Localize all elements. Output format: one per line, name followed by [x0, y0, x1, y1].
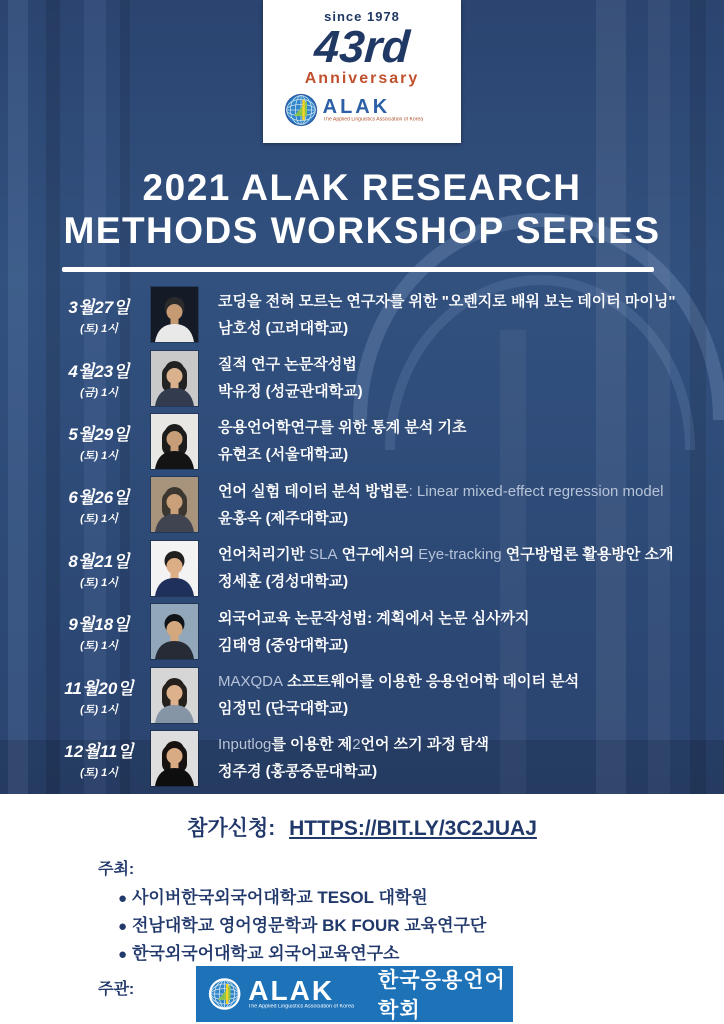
speaker-photo [151, 731, 198, 786]
workshop-row-8 [57, 727, 724, 790]
anniversary-number: 43rd [312, 21, 412, 72]
date-text: 6월26일 [68, 488, 130, 508]
hosts-label: 주최: [98, 861, 135, 878]
talk-title [218, 292, 675, 312]
workshop-date [57, 610, 141, 653]
workshop-date [57, 357, 141, 400]
bullet-icon: ● [118, 918, 128, 935]
anniversary-word: Anniversary [304, 70, 420, 87]
host-item [98, 912, 486, 940]
talk-title-segment: 응용언어학연구를 위한 통계 분석 기초 [218, 419, 467, 437]
talk-title-segment: : Linear mixed-effect regression model [408, 482, 664, 500]
workshop-row-3 [57, 410, 724, 473]
alak-wordmark: ALAK [248, 975, 335, 1006]
host-item-label: 전남대학교 영어영문학과 BK FOUR 교육연구단 [132, 916, 487, 935]
workshop-date [57, 293, 141, 336]
workshop-date [57, 547, 141, 590]
talk-title-segment: SLA [309, 546, 338, 564]
avatar-silhouette [151, 541, 198, 596]
hosts-list [98, 884, 486, 968]
date-text: 4월23일 [68, 361, 130, 381]
speaker-photo [151, 414, 198, 469]
organizer-banner [196, 966, 513, 1022]
host-item-label: 사이버한국외국어대학교 TESOL 대학원 [132, 888, 428, 907]
speaker-name: 윤홍옥 (제주대학교) [218, 509, 349, 527]
poster-title-line2: METHODS WORKSHOP SERIES [63, 210, 661, 251]
talk-title [218, 609, 529, 629]
time-text: (토) 1시 [80, 449, 118, 462]
speaker-photo [151, 287, 198, 342]
talk-title-segment: Inputlog [218, 736, 272, 754]
talk-title-segment: 언어 쓰기 과정 탐색 [360, 736, 489, 754]
date-text: 12월11일 [64, 741, 134, 761]
speaker-name: 임정민 (단국대학교) [218, 700, 349, 718]
talk-title [218, 355, 363, 375]
alak-globe-icon [208, 973, 241, 1015]
alak-tagline: The Applied Linguistics Association of Korea [322, 117, 423, 123]
talk-title-segment: 질적 연구 논문작성법 [218, 356, 357, 374]
avatar-silhouette [151, 414, 198, 469]
bullet-icon: ● [118, 946, 128, 963]
organizer-label: 주관: [98, 981, 135, 998]
speaker-photo [151, 668, 198, 723]
title-divider [62, 267, 654, 272]
signup-label: 참가신청: [187, 817, 276, 840]
signup-link[interactable]: HTTPS://BIT.LY/3C2JUAJ [289, 817, 537, 840]
talk-title-segment: 연구에서의 [337, 546, 419, 564]
talk-title [218, 545, 674, 565]
time-text: (토) 1시 [80, 640, 118, 653]
signup-line [0, 812, 724, 842]
speaker-name: 정주경 (홍콩중문대학교) [218, 763, 378, 781]
speaker-photo [151, 351, 198, 406]
speaker-name: 남호성 (고려대학교) [218, 319, 349, 337]
host-item [98, 884, 486, 912]
date-text: 3월27일 [68, 298, 130, 318]
talk-title-segment: 소프트웨어를 이용한 응용언어학 데이터 분석 [283, 673, 580, 691]
avatar-silhouette [151, 731, 198, 786]
workshop-date [57, 420, 141, 463]
talk-title [218, 482, 663, 502]
time-text: (토) 1시 [80, 766, 118, 779]
speaker-name: 김태영 (중앙대학교) [218, 636, 349, 654]
time-text: (토) 1시 [80, 323, 118, 336]
avatar-silhouette [151, 668, 198, 723]
avatar-silhouette [151, 351, 198, 406]
talk-title [218, 418, 467, 438]
speaker-name: 박유정 (성균관대학교) [218, 383, 363, 401]
speaker-photo [151, 477, 198, 532]
anniversary-card [263, 0, 461, 143]
talk-title-segment: 언어처리기반 [218, 546, 310, 564]
avatar-silhouette [151, 604, 198, 659]
poster-footer [0, 794, 724, 1024]
since-1978-text: since 1978 [324, 9, 400, 24]
speaker-photo [151, 541, 198, 596]
workshop-row-6 [57, 600, 724, 663]
workshop-date [57, 737, 141, 780]
talk-title-segment: 를 이용한 제 [271, 736, 353, 754]
talk-title-segment: 외국어교육 논문작성법: 계획에서 논문 심사까지 [218, 609, 530, 627]
alak-globe-icon [284, 93, 318, 127]
workshop-row-2 [57, 346, 724, 409]
workshop-row-1 [57, 283, 724, 346]
time-text: (금) 1시 [80, 386, 118, 399]
talk-title-segment: MAXQDA [218, 673, 284, 691]
workshop-row-5 [57, 537, 724, 600]
talk-title [218, 735, 489, 755]
speaker-name: 유현조 (서울대학교) [218, 446, 349, 464]
date-text: 5월29일 [68, 424, 130, 444]
talk-title-segment: 2 [352, 736, 361, 754]
workshop-date [57, 483, 141, 526]
talk-title-segment: 언어 실험 데이터 분석 방법론 [218, 482, 409, 500]
avatar-silhouette [151, 287, 198, 342]
workshop-list [57, 283, 724, 790]
date-text: 11월20일 [64, 678, 134, 698]
speaker-name: 정세훈 (경성대학교) [218, 573, 349, 591]
poster-title-line1: 2021 ALAK RESEARCH [142, 167, 582, 208]
talk-title-segment: 코딩을 전혀 모르는 연구자를 위한 "오렌지로 배워 보는 데이터 마이닝" [218, 292, 676, 310]
organizer-name: 한국응용언어학회 [378, 969, 506, 1022]
workshop-row-4 [57, 473, 724, 536]
time-text: (토) 1시 [80, 703, 118, 716]
alak-logo [263, 93, 461, 127]
bullet-icon: ● [118, 890, 128, 907]
time-text: (토) 1시 [80, 576, 118, 589]
avatar-silhouette [151, 477, 198, 532]
speaker-photo [151, 604, 198, 659]
workshop-row-7 [57, 663, 724, 726]
alak-wordmark: ALAK [322, 96, 391, 118]
alak-tagline: The Applied Linguistics Association of Korea [248, 1004, 355, 1010]
workshop-date [57, 674, 141, 717]
talk-title-segment: Eye-tracking [418, 546, 502, 564]
host-item-label: 한국외국어대학교 외국어교육연구소 [132, 944, 400, 963]
hosts-block [98, 856, 486, 968]
date-text: 8월21일 [68, 551, 130, 571]
date-text: 9월18일 [68, 615, 130, 635]
poster-title [0, 166, 724, 252]
talk-title [218, 672, 579, 692]
time-text: (토) 1시 [80, 513, 118, 526]
talk-title-segment: 연구방법론 활용방안 소개 [501, 546, 674, 564]
